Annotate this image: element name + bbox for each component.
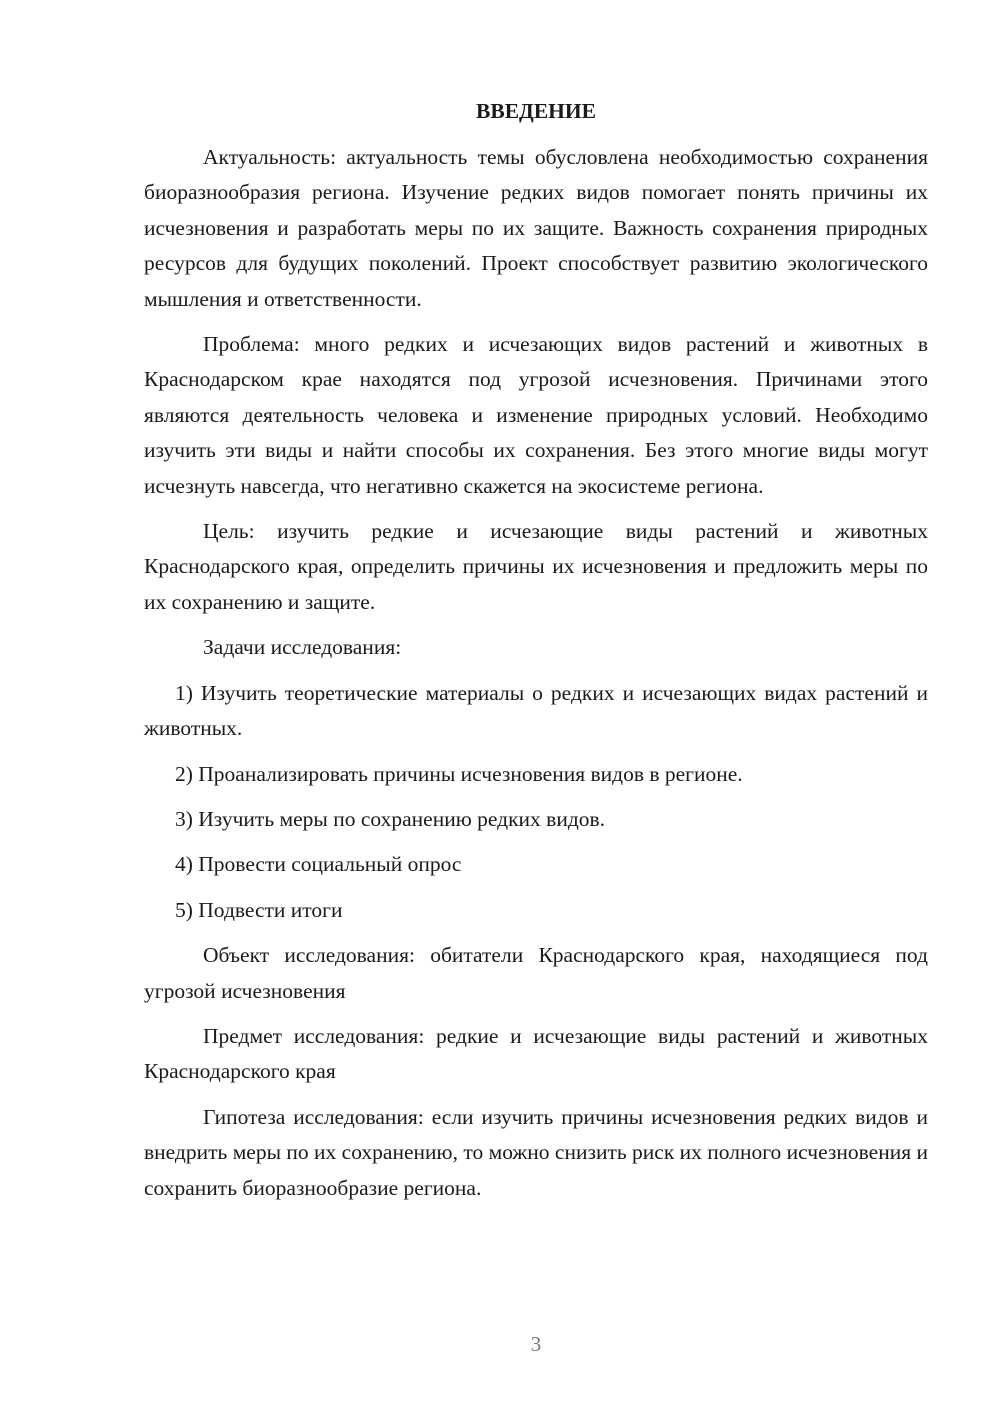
paragraph-relevance: Актуальность: актуальность темы обусловлена необходимостью сохранения биоразнообразия региона. Изучение редких видов помогает понять причины их исчезновения и разработать меры по их защите. Важность сохранения природных ресурсов для будущих поколений. Проект способствует развитию экологического мышления и ответственности.	[144, 145, 928, 311]
tasks-heading: Задачи исследования:	[203, 635, 402, 660]
task-item-2: 2) Проанализировать причины исчезновения видов в регионе.	[175, 761, 743, 786]
task-item-4: 4) Провести социальный опрос	[175, 852, 462, 877]
document-body	[144, 94, 928, 1216]
page-number: 3	[530, 1332, 542, 1356]
task-item-1: 1) Изучить теоретические материалы о редких и исчезающих видах растений и животных.	[144, 680, 928, 741]
paragraph-object: Объект исследования: обитатели Краснодарского края, находящиеся под угрозой исчезновения	[144, 943, 928, 1003]
paragraph-problem: Проблема: много редких и исчезающих видов растений и животных в Краснодарском крае находятся под угрозой исчезновения. Причинами этого являются деятельность человека и изменение природных условий. Необходимо изучить эти виды и найти способы их сохранения. Без этого многие виды могут исчезнуть навсегда, что негативно скажется на экосистеме региона.	[144, 332, 928, 498]
task-item-3: 3) Изучить меры по сохранению редких видов.	[175, 806, 606, 831]
task-item-5: 5) Подвести итоги	[175, 897, 343, 922]
section-title: ВВЕДЕНИЕ	[476, 99, 596, 123]
paragraph-hypothesis: Гипотеза исследования: если изучить причины исчезновения редких видов и внедрить меры по их сохранению, то можно снизить риск их полного исчезновения и сохранить биоразнообразие региона.	[144, 1104, 928, 1200]
paragraph-subject: Предмет исследования: редкие и исчезающие виды растений и животных Краснодарского края	[144, 1023, 928, 1084]
paragraph-goal: Цель: изучить редкие и исчезающие виды растений и животных Краснодарского края, определить причины их исчезновения и предложить меры по их сохранению и защите.	[144, 519, 928, 614]
